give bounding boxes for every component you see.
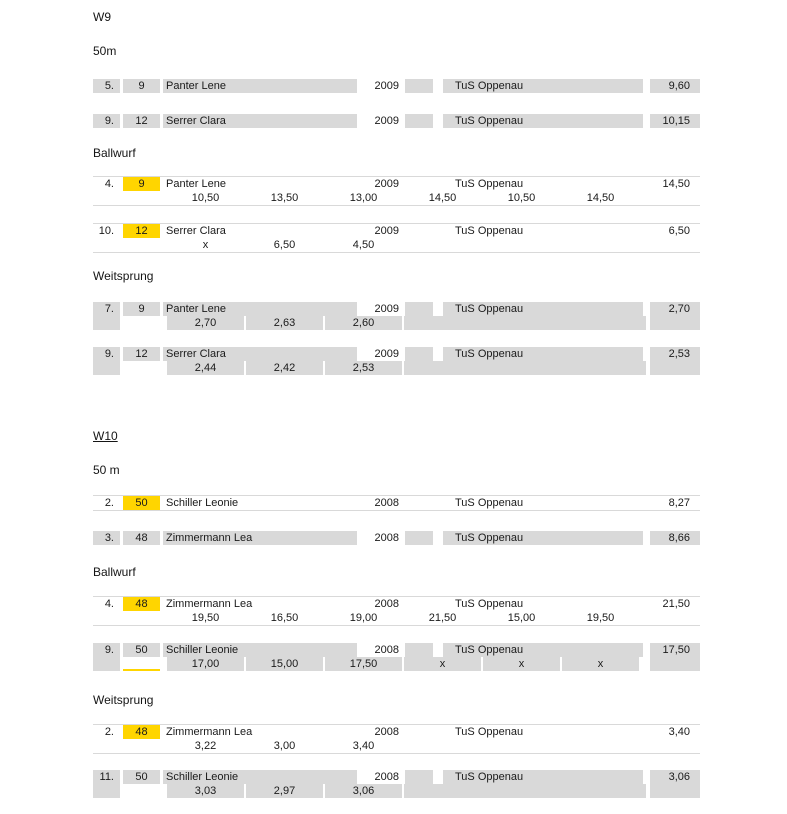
name-cell: Panter Lene [166, 178, 226, 190]
place-stub-cell [93, 191, 120, 205]
gap [643, 177, 650, 191]
spacer-cell [405, 177, 433, 191]
year-cell: 2008 [374, 598, 399, 610]
bib-stub-cell [123, 784, 160, 798]
attempt-cell: 14,50 [428, 192, 457, 204]
bib-stub-cell [123, 238, 160, 252]
gap [433, 770, 443, 784]
bib-cell: 9 [123, 79, 160, 93]
bib-cell: 9 [123, 177, 160, 191]
year-cell: 2008 [374, 644, 399, 656]
attempt-cell: 10,50 [507, 192, 536, 204]
age-group-heading: W9 [93, 10, 111, 24]
place-cell: 2. [104, 726, 114, 738]
name-cell: Serrer Clara [163, 114, 357, 128]
result-row [93, 643, 700, 671]
result-cell: 3,40 [668, 726, 690, 738]
attempt-cell: 3,06 [325, 784, 402, 798]
year-cell: 2008 [374, 532, 399, 544]
gap [160, 739, 167, 753]
gap [643, 725, 650, 739]
attempt-cell: 14,50 [586, 192, 615, 204]
club-cell: TuS Oppenau [455, 598, 524, 610]
name-cell: Panter Lene [163, 302, 357, 316]
result-stub-cell [650, 191, 700, 205]
club-cell: TuS Oppenau [443, 302, 643, 316]
result-stub-cell [650, 238, 700, 252]
result-stub-cell [650, 316, 700, 330]
result-row-main [93, 347, 700, 361]
spacer-cell [405, 347, 433, 361]
attempt-cell: 19,50 [586, 612, 615, 624]
bib-stub-cell [123, 191, 160, 205]
gap [160, 657, 167, 671]
club-cell: TuS Oppenau [443, 114, 643, 128]
place-cell: 9. [93, 643, 120, 657]
attempt-cell: 13,00 [349, 192, 378, 204]
place-cell: 11. [93, 770, 120, 784]
bib-cell: 12 [123, 347, 160, 361]
result-row-main [93, 531, 700, 545]
place-cell: 5. [93, 79, 120, 93]
year-cell: 2009 [374, 348, 399, 360]
attempts-row [93, 657, 700, 671]
attempt-cell: 19,50 [191, 612, 220, 624]
year-cell: 2009 [374, 80, 399, 92]
gap [643, 496, 650, 510]
result-row [93, 79, 700, 93]
place-stub-cell [93, 739, 120, 753]
gap [433, 347, 443, 361]
gap [643, 347, 650, 361]
place-stub-cell [93, 316, 120, 330]
place-stub-cell [93, 361, 120, 375]
attempts-row [93, 361, 700, 375]
attempt-cell [404, 238, 481, 252]
gap [639, 657, 650, 671]
gap [433, 224, 443, 238]
attempts-row [93, 238, 700, 252]
result-cell: 6,50 [668, 225, 690, 237]
gap [160, 191, 167, 205]
result-cell: 9,60 [650, 79, 700, 93]
year-cell: 2008 [374, 771, 399, 783]
bib-cell: 48 [123, 597, 160, 611]
attempt-cell: 3,22 [194, 740, 217, 752]
attempt-cell: 3,40 [352, 740, 375, 752]
spacer-cell [405, 531, 433, 545]
attempts-row [93, 191, 700, 205]
bib-cell: 12 [123, 224, 160, 238]
gap [160, 316, 167, 330]
attempt-cell: 2,42 [246, 361, 323, 375]
result-cell: 2,53 [650, 347, 700, 361]
bib-cell: 48 [123, 725, 160, 739]
spacer-cell [405, 597, 433, 611]
place-stub-cell [93, 657, 120, 671]
event-heading: Ballwurf [93, 565, 136, 579]
result-row-main [93, 643, 700, 657]
result-cell: 8,66 [650, 531, 700, 545]
attempt-cell: 2,60 [325, 316, 402, 330]
year-cell: 2009 [374, 225, 399, 237]
gap [643, 302, 650, 316]
club-cell: TuS Oppenau [455, 178, 524, 190]
name-cell: Zimmermann Lea [166, 726, 253, 738]
attempt-cell: 3,00 [273, 740, 296, 752]
attempt-cell: 4,50 [352, 239, 375, 251]
club-cell: TuS Oppenau [443, 79, 643, 93]
gap [643, 79, 650, 93]
spacer-cell [405, 496, 433, 510]
gap [160, 361, 167, 375]
event-heading: 50 m [93, 463, 120, 477]
result-row [93, 724, 700, 754]
attempt-cell: 2,44 [167, 361, 244, 375]
name-cell: Serrer Clara [166, 225, 226, 237]
spacer-cell [405, 302, 433, 316]
gap [433, 725, 443, 739]
name-cell: Panter Lene [163, 79, 357, 93]
name-cell: Zimmermann Lea [163, 531, 357, 545]
name-cell: Schiller Leonie [163, 770, 357, 784]
result-stub-cell [650, 361, 700, 375]
name-cell: Serrer Clara [163, 347, 357, 361]
gap [643, 643, 650, 657]
gap [639, 191, 650, 205]
club-cell: TuS Oppenau [443, 770, 643, 784]
year-cell: 2008 [374, 726, 399, 738]
result-cell: 8,27 [668, 497, 690, 509]
club-cell: TuS Oppenau [455, 497, 524, 509]
attempt-cell: 16,50 [270, 612, 299, 624]
event-heading: Weitsprung [93, 693, 154, 707]
gap [643, 114, 650, 128]
filler-cell [404, 739, 646, 753]
bib-cell: 50 [123, 643, 160, 657]
attempt-cell: 2,63 [246, 316, 323, 330]
attempt-cell: 2,97 [246, 784, 323, 798]
gap [643, 770, 650, 784]
gap [433, 79, 443, 93]
gap [643, 224, 650, 238]
bib-stub-cell [123, 361, 160, 375]
place-stub-cell [93, 611, 120, 625]
attempt-cell: 2,70 [167, 316, 244, 330]
spacer-cell [405, 725, 433, 739]
spacer-cell [405, 224, 433, 238]
result-row [93, 176, 700, 206]
result-row-main [93, 114, 700, 128]
attempt-cell: 3,03 [167, 784, 244, 798]
age-group-heading: W10 [93, 429, 118, 443]
attempt-cell: 21,50 [428, 612, 457, 624]
attempt-cell: x [562, 657, 639, 671]
gap [433, 114, 443, 128]
attempt-cell: 17,50 [325, 657, 402, 671]
result-row [93, 596, 700, 626]
place-cell: 3. [93, 531, 120, 545]
result-cell: 14,50 [662, 178, 690, 190]
attempt-cell: x [404, 657, 481, 671]
bib-cell: 50 [123, 770, 160, 784]
name-cell: Schiller Leonie [166, 497, 239, 509]
result-row [93, 770, 700, 798]
place-stub-cell [93, 784, 120, 798]
place-cell: 2. [104, 497, 114, 509]
result-row [93, 223, 700, 253]
bib-stub-cell [123, 739, 160, 753]
attempts-row [93, 739, 700, 753]
gap [433, 177, 443, 191]
result-row-main [93, 224, 700, 238]
club-cell: TuS Oppenau [455, 225, 524, 237]
spacer-cell [405, 114, 433, 128]
place-cell: 10. [98, 225, 114, 237]
gap [433, 531, 443, 545]
year-cell: 2009 [374, 115, 399, 127]
attempt-cell: 17,00 [167, 657, 244, 671]
result-row-main [93, 79, 700, 93]
gap [639, 238, 650, 252]
result-stub-cell [650, 657, 700, 671]
spacer-cell [405, 79, 433, 93]
club-cell: TuS Oppenau [443, 643, 643, 657]
attempt-cell: 15,00 [507, 612, 536, 624]
place-cell: 4. [104, 178, 114, 190]
attempt-cell [562, 238, 639, 252]
attempt-cell: 6,50 [273, 239, 296, 251]
spacer-cell [405, 770, 433, 784]
result-stub-cell [650, 784, 700, 798]
bib-stub-cell [123, 657, 160, 671]
bib-stub-cell [123, 611, 160, 625]
result-row-main [93, 496, 700, 510]
result-row-main [93, 597, 700, 611]
attempt-cell: x [483, 657, 560, 671]
bib-stub-cell [123, 316, 160, 330]
result-row-main [93, 770, 700, 784]
year-cell: 2008 [374, 497, 399, 509]
result-cell: 10,15 [650, 114, 700, 128]
result-row-main [93, 302, 700, 316]
filler-cell [404, 784, 646, 798]
place-cell: 7. [93, 302, 120, 316]
club-cell: TuS Oppenau [455, 726, 524, 738]
bib-cell: 12 [123, 114, 160, 128]
place-cell: 4. [104, 598, 114, 610]
result-cell: 21,50 [662, 598, 690, 610]
event-heading: 50m [93, 44, 117, 58]
club-cell: TuS Oppenau [443, 531, 643, 545]
attempts-row [93, 316, 700, 330]
attempt-cell: 15,00 [246, 657, 323, 671]
gap [433, 643, 443, 657]
name-cell: Schiller Leonie [163, 643, 357, 657]
gap [643, 597, 650, 611]
result-cell: 3,06 [650, 770, 700, 784]
result-row [93, 347, 700, 375]
attempt-cell: 13,50 [270, 192, 299, 204]
attempts-row [93, 611, 700, 625]
year-cell: 2009 [374, 178, 399, 190]
gap [639, 611, 650, 625]
year-cell: 2009 [374, 303, 399, 315]
place-cell: 9. [93, 347, 120, 361]
place-cell: 9. [93, 114, 120, 128]
attempt-cell: 19,00 [349, 612, 378, 624]
result-row [93, 114, 700, 128]
result-cell: 2,70 [650, 302, 700, 316]
result-cell: 17,50 [650, 643, 700, 657]
gap [433, 597, 443, 611]
attempt-cell: x [202, 239, 209, 251]
club-cell: TuS Oppenau [443, 347, 643, 361]
result-row [93, 495, 700, 511]
attempt-cell [483, 238, 560, 252]
result-row [93, 531, 700, 545]
spacer-cell [405, 643, 433, 657]
filler-cell [404, 361, 646, 375]
filler-cell [404, 316, 646, 330]
result-row [93, 302, 700, 330]
bib-cell: 50 [123, 496, 160, 510]
gap [433, 302, 443, 316]
attempt-cell: 10,50 [191, 192, 220, 204]
gap [160, 611, 167, 625]
gap [160, 238, 167, 252]
gap [433, 496, 443, 510]
gap [160, 784, 167, 798]
place-stub-cell [93, 238, 120, 252]
result-row-main [93, 177, 700, 191]
result-row-main [93, 725, 700, 739]
attempt-cell: 2,53 [325, 361, 402, 375]
attempts-row [93, 784, 700, 798]
result-stub-cell [650, 739, 700, 753]
bib-cell: 48 [123, 531, 160, 545]
event-heading: Ballwurf [93, 146, 136, 160]
bib-cell: 9 [123, 302, 160, 316]
gap [643, 531, 650, 545]
event-heading: Weitsprung [93, 269, 154, 283]
name-cell: Zimmermann Lea [166, 598, 253, 610]
result-stub-cell [650, 611, 700, 625]
